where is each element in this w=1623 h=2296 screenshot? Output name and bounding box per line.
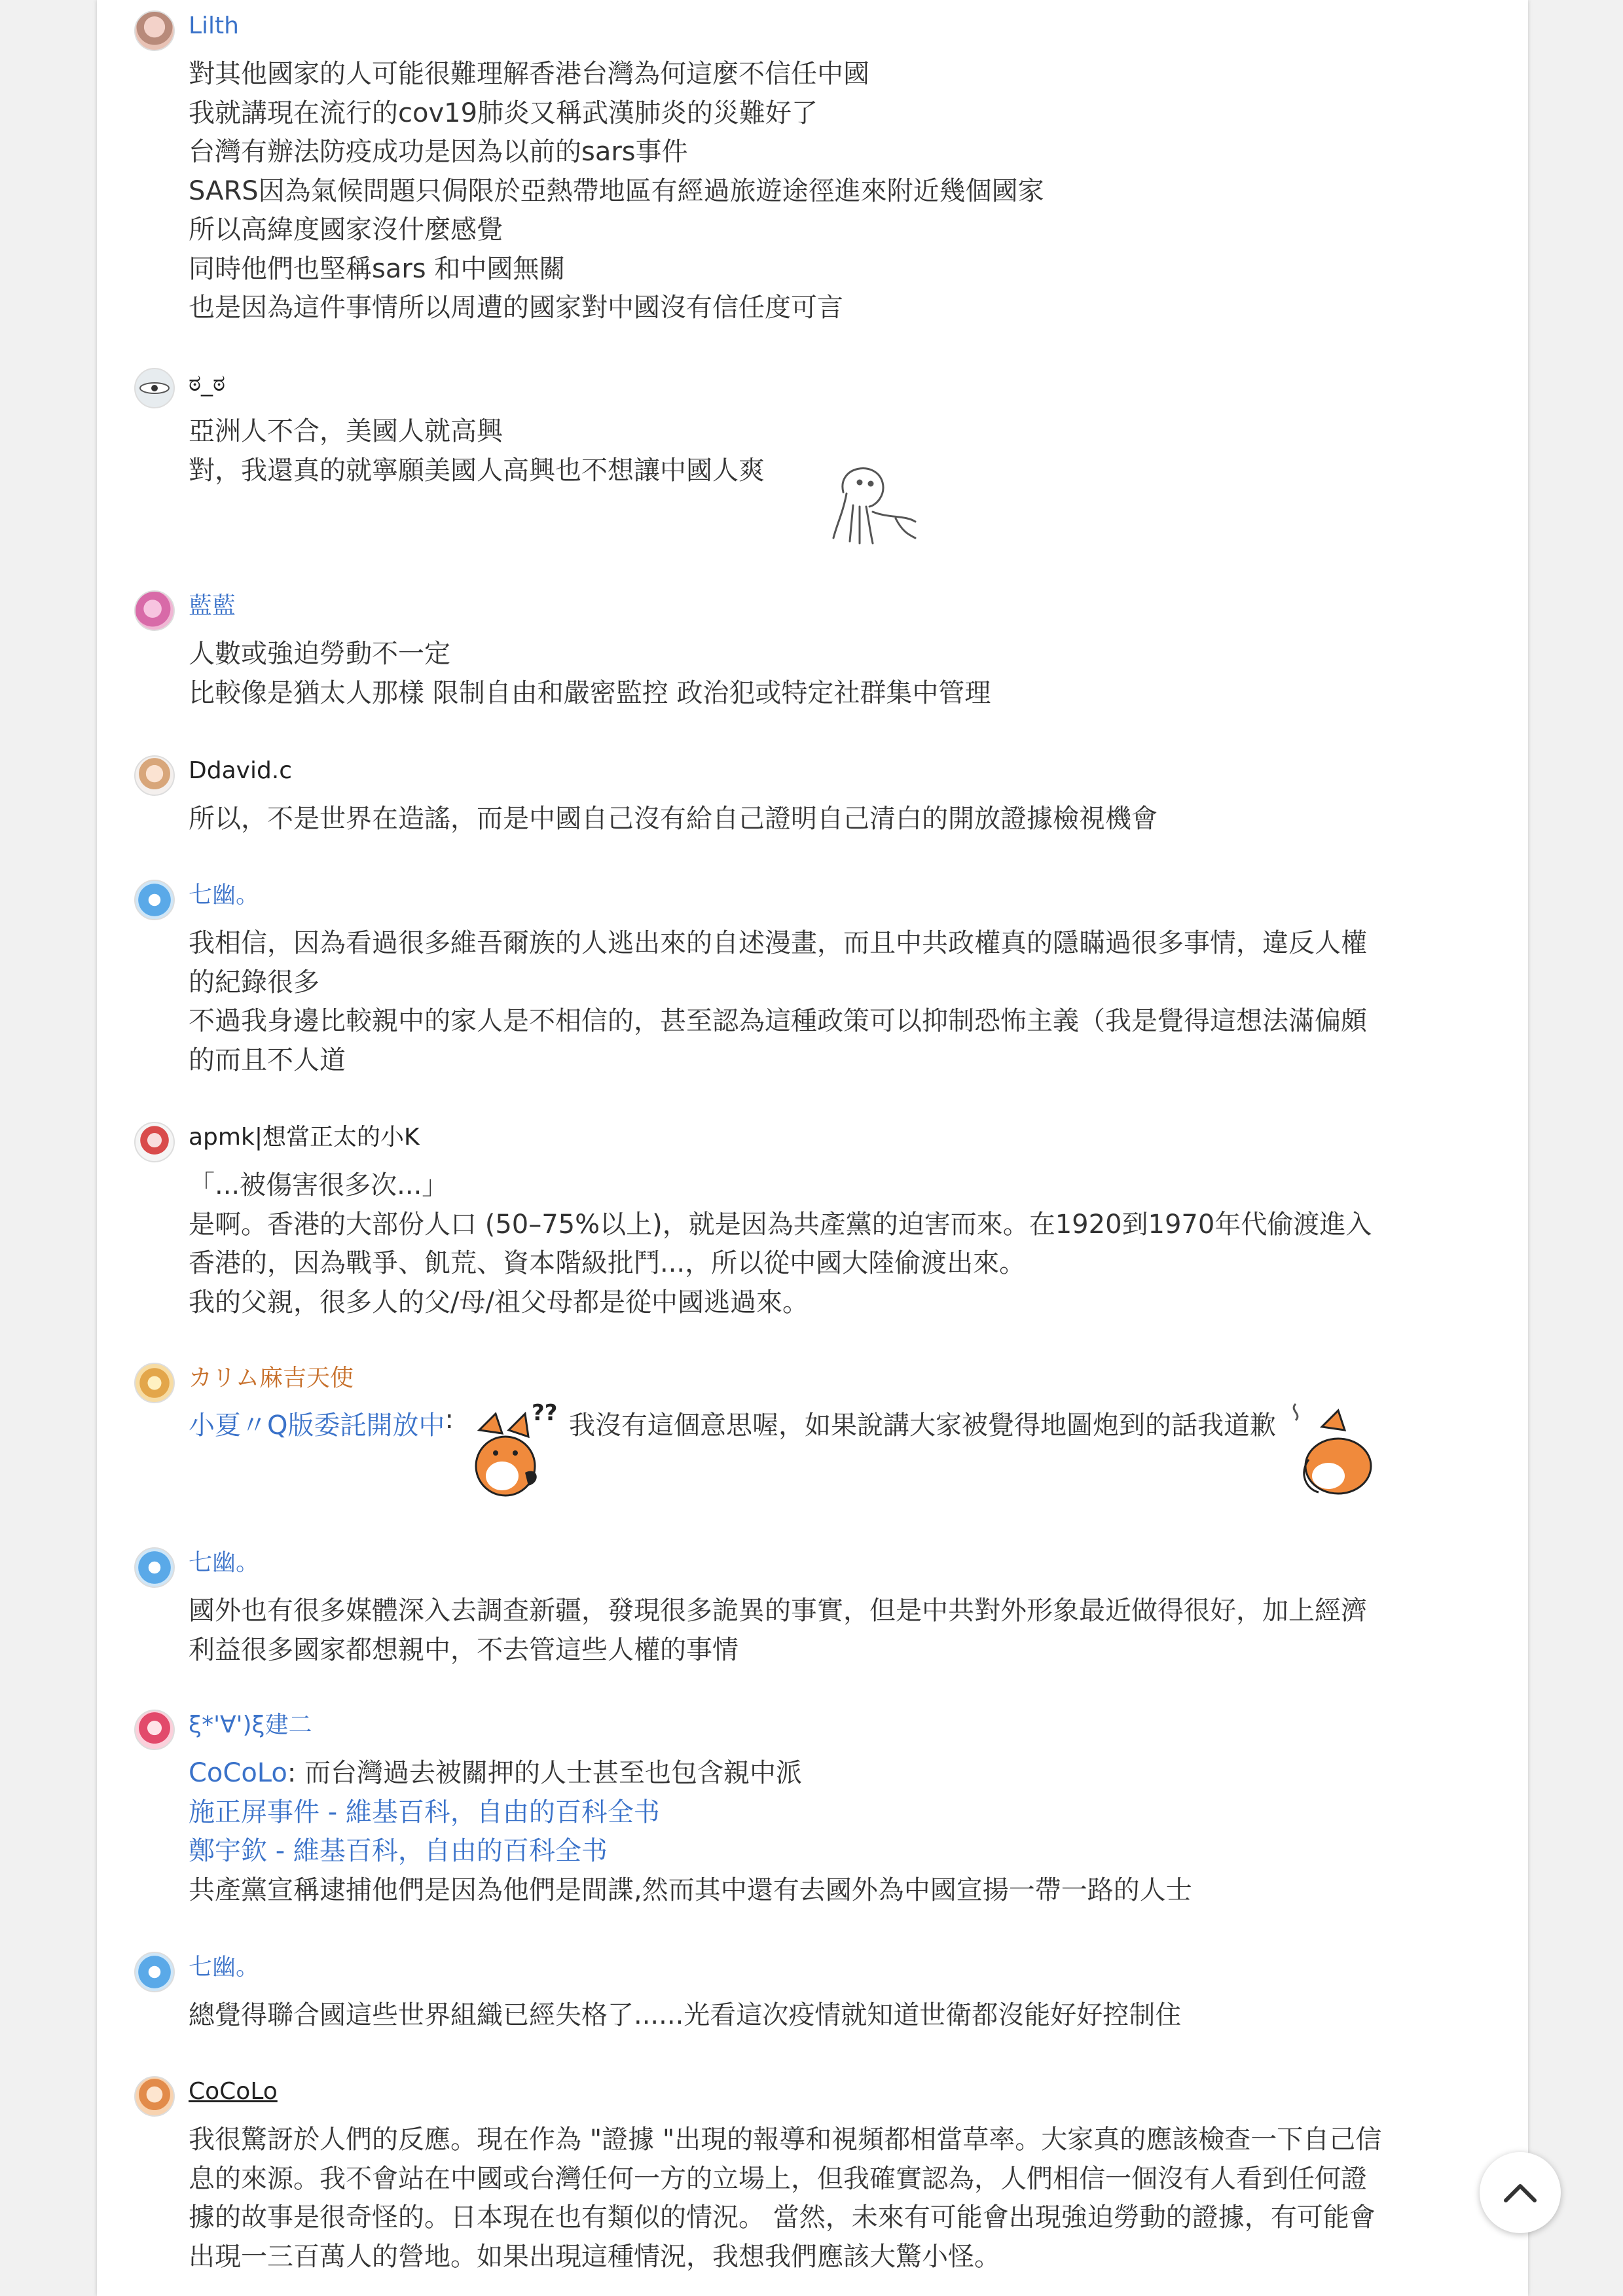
- comment-body: [189, 2121, 1498, 2276]
- avatar[interactable]: [134, 880, 175, 920]
- comment-body: [189, 924, 1498, 1080]
- avatar[interactable]: [134, 2076, 175, 2117]
- comment-line: 香港的，因為戰爭、飢荒、資本階級批鬥...，所以從中國大陸偷渡出來。: [189, 1248, 1026, 1278]
- comment-line: 國外也有很多媒體深入去調查新疆，發現很多詭異的事實，但是中共對外形象最近做得很好，加上經濟: [189, 1596, 1367, 1626]
- comment-body: [189, 800, 1498, 839]
- comment-body: [189, 1166, 1498, 1322]
- comment-line: 人數或強迫勞動不一定: [189, 639, 450, 669]
- username[interactable]: 七幽。: [189, 1954, 260, 1981]
- comment-line: 利益很多國家都想親中，不去管這些人權的事情: [189, 1634, 739, 1665]
- wiki-link[interactable]: 鄭宇欽 - 維基百科，自由的百科全书: [189, 1836, 608, 1866]
- comment-body: [189, 55, 1498, 328]
- comment-line: 也是因為這件事情所以周遭的國家對中國沒有信任度可言: [189, 293, 843, 323]
- avatar[interactable]: [134, 1547, 175, 1588]
- comment-line: 我很驚訝於人們的反應。現在作為 "證據 "出現的報導和視頻都相當草率。大家真的應該檢查一下自己信: [189, 2125, 1382, 2155]
- comment-line: 出現一三百萬人的營地。如果出現這種情況，我想我們應該大驚小怪。: [189, 2241, 1000, 2272]
- comment-line: 總覺得聯合國這些世界組織已經失格了......光看這次疫情就知道世衛都沒能好好控制住: [189, 2000, 1182, 2030]
- comment-line: [189, 1754, 1498, 1793]
- username[interactable]: CoCoLo: [189, 2078, 278, 2105]
- fox-sticker-icon: [463, 1401, 561, 1499]
- chevron-up-icon: [1502, 2179, 1539, 2206]
- reply-text: 我沒有這個意思喔，如果說講大家被覺得地圖炮到的話我道歉: [568, 1410, 1276, 1441]
- avatar[interactable]: [134, 10, 175, 51]
- username[interactable]: ξ*'∀')ξ建二: [189, 1712, 312, 1738]
- comment-line: SARS因為氣候問題只侷限於亞熱帶地區有經過旅遊途徑進來附近幾個國家: [189, 175, 1044, 206]
- fox-bow-sticker-icon: [1283, 1401, 1381, 1499]
- comment-body: [189, 635, 1498, 713]
- avatar[interactable]: [134, 1363, 175, 1403]
- comment-line: 對其他國家的人可能很難理解香港台灣為何這麼不信任中國: [189, 59, 869, 89]
- comment-line: 的而且不人道: [189, 1045, 346, 1075]
- comment-line: 我相信，因為看過很多維吾爾族的人逃出來的自述漫畫，而且中共政權真的隱瞞過很多事情，違反人權: [189, 928, 1367, 958]
- comment-body: [189, 1996, 1498, 2036]
- avatar[interactable]: [134, 1710, 175, 1750]
- comment-body: [189, 1401, 1498, 1503]
- username[interactable]: カリム麻吉天使: [189, 1365, 354, 1391]
- avatar[interactable]: [134, 368, 175, 408]
- avatar[interactable]: [134, 1952, 175, 1992]
- comment-body: [189, 1592, 1498, 1670]
- comment-line: 共產黨宣稱逮捕他們是因為他們是間諜,然而其中還有去國外為中國宣揚一帶一路的人士: [189, 1874, 1192, 1905]
- username[interactable]: 七幽。: [189, 882, 260, 908]
- avatar[interactable]: [134, 755, 175, 796]
- avatar[interactable]: [134, 590, 175, 631]
- comment-line: 是啊。香港的大部份人口 (50–75%以上)，就是因為共產黨的迫害而來。在1920到1970年代偷渡進入: [189, 1209, 1372, 1240]
- comment-line: 我就講現在流行的cov19肺炎又稱武漢肺炎的災難好了: [189, 98, 818, 128]
- comment-line: 我的父親，很多人的父/母/祖父母都是從中國逃過來。: [189, 1287, 809, 1318]
- username[interactable]: Ddavid.c: [189, 757, 293, 784]
- comment-line: 「...被傷害很多次...」: [189, 1170, 448, 1200]
- comment-body: [189, 1754, 1498, 1910]
- eye-icon: [136, 369, 173, 407]
- svg-text:??: ??: [531, 1401, 558, 1426]
- comment-line: 比較像是猶太人那樣 限制自由和嚴密監控 政治犯或特定社群集中管理: [189, 677, 991, 708]
- sticker-row: [189, 1401, 1498, 1503]
- comment-line: 息的來源。我不會站在中國或台灣任何一方的立場上，但我確實認為，人們相信一個沒有人看到任何證: [189, 2163, 1367, 2194]
- comment-line: 對，我還真的就寧願美國人高興也不想讓中國人爽: [189, 455, 765, 486]
- comment-line: 同時他們也堅稱sars 和中國無關: [189, 253, 566, 284]
- username[interactable]: Lilth: [189, 12, 239, 39]
- comment-line: 不過我身邊比較親中的家人是不相信的，甚至認為這種政策可以抑制恐怖主義（我是覺得這想法滿偏頗: [189, 1006, 1367, 1036]
- username[interactable]: ಠ_ಠ: [189, 370, 226, 397]
- comment-line: 亞洲人不合，美國人就高興: [189, 416, 503, 446]
- mention-text: : 而台灣過去被關押的人士甚至也包含親中派: [287, 1758, 803, 1788]
- avatar[interactable]: [134, 1122, 175, 1162]
- octopus-sticker-icon: [824, 453, 922, 551]
- comment-line: 據的故事是很奇怪的。日本現在也有類似的情況。 當然，未來有可能會出現強迫勞動的證據，有可能會: [189, 2202, 1376, 2233]
- comment-line: 所以高緯度國家沒什麼感覺: [189, 215, 503, 245]
- mention-link[interactable]: 小夏〃Q版委託開放中: [189, 1410, 445, 1441]
- wiki-link[interactable]: 施正屏事件 - 維基百科，自由的百科全书: [189, 1797, 660, 1827]
- mention-colon: :: [445, 1405, 454, 1435]
- username[interactable]: 藍藍: [189, 592, 236, 619]
- scroll-to-top-button[interactable]: [1480, 2152, 1561, 2233]
- mention-link[interactable]: CoCoLo: [189, 1758, 287, 1788]
- comment-line: 所以，不是世界在造謠，而是中國自己沒有給自己證明自己清白的開放證據檢視機會: [189, 804, 1158, 834]
- username[interactable]: apmk|想當正太的小K: [189, 1124, 420, 1151]
- comment-line: 的紀錄很多: [189, 967, 319, 997]
- username[interactable]: 七幽。: [189, 1549, 260, 1576]
- comment-panel: [97, 0, 1528, 2296]
- comment-line: 台灣有辦法防疫成功是因為以前的sars事件: [189, 137, 688, 167]
